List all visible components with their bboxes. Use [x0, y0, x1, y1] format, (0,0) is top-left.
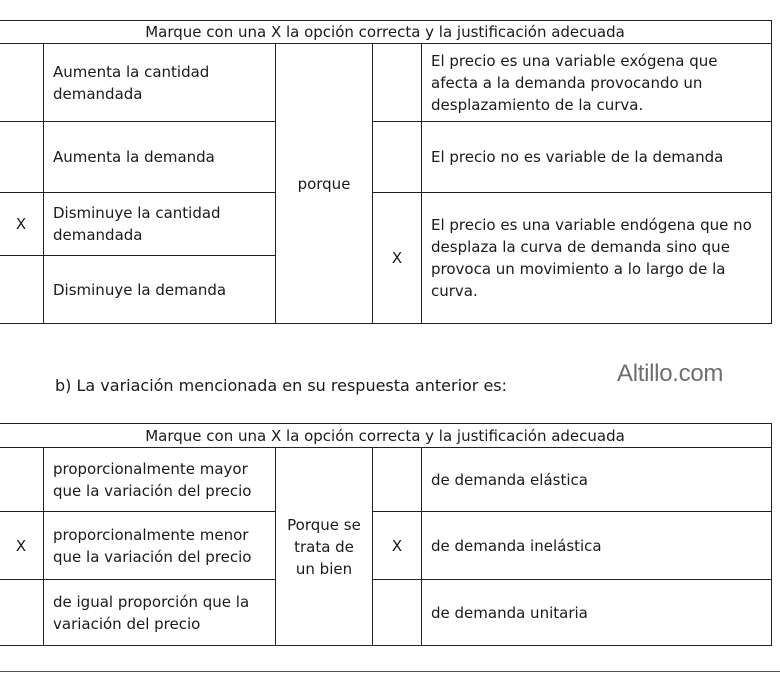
option-mark-cell[interactable] — [0, 448, 44, 512]
table-header: Marque con una X la opción correcta y la justificación adecuada — [0, 21, 772, 44]
option-label: proporcionalmente mayor que la variación del precio — [44, 448, 276, 512]
option-mark-cell[interactable] — [0, 44, 44, 122]
justification-mark-cell[interactable] — [373, 448, 422, 512]
connector-label: Porque se trata de un bien — [276, 448, 373, 646]
justification-label: El precio es una variable endógena que no desplaza la curva de demanda sino que provoca un movimiento a lo largo de la curva. — [422, 193, 772, 324]
altillo-watermark: Altillo.com — [617, 360, 724, 387]
justification-mark-cell[interactable] — [373, 580, 422, 646]
option-mark-cell[interactable] — [0, 580, 44, 646]
option-mark-cell[interactable]: X — [0, 512, 44, 580]
question-b-text: b) La variación mencionada en su respuesta anterior es: — [55, 376, 508, 395]
question-b-table — [0, 423, 772, 646]
table-header: Marque con una X la opción correcta y la justificación adecuada — [0, 424, 772, 448]
option-label: proporcionalmente menor que la variación del precio — [44, 512, 276, 580]
justification-mark-cell[interactable] — [373, 44, 422, 122]
option-mark-cell[interactable] — [0, 122, 44, 193]
justification-label: de demanda inelástica — [422, 512, 772, 580]
justification-mark-cell[interactable]: X — [373, 193, 422, 324]
justification-label: de demanda elástica — [422, 448, 772, 512]
option-mark-cell[interactable] — [0, 256, 44, 324]
option-mark-cell[interactable]: X — [0, 193, 44, 256]
option-label: Aumenta la cantidad demandada — [44, 44, 276, 122]
option-label: Disminuye la cantidad demandada — [44, 193, 276, 256]
divider — [0, 671, 780, 672]
option-label: de igual proporción que la variación del precio — [44, 580, 276, 646]
justification-mark-cell[interactable] — [373, 122, 422, 193]
justification-mark-cell[interactable]: X — [373, 512, 422, 580]
option-label: Disminuye la demanda — [44, 256, 276, 324]
justification-label: El precio no es variable de la demanda — [422, 122, 772, 193]
justification-label: de demanda unitaria — [422, 580, 772, 646]
connector-label: porque — [276, 44, 373, 324]
option-label: Aumenta la demanda — [44, 122, 276, 193]
justification-label: El precio es una variable exógena que afecta a la demanda provocando un desplazamiento de la curva. — [422, 44, 772, 122]
question-a-table — [0, 20, 772, 324]
